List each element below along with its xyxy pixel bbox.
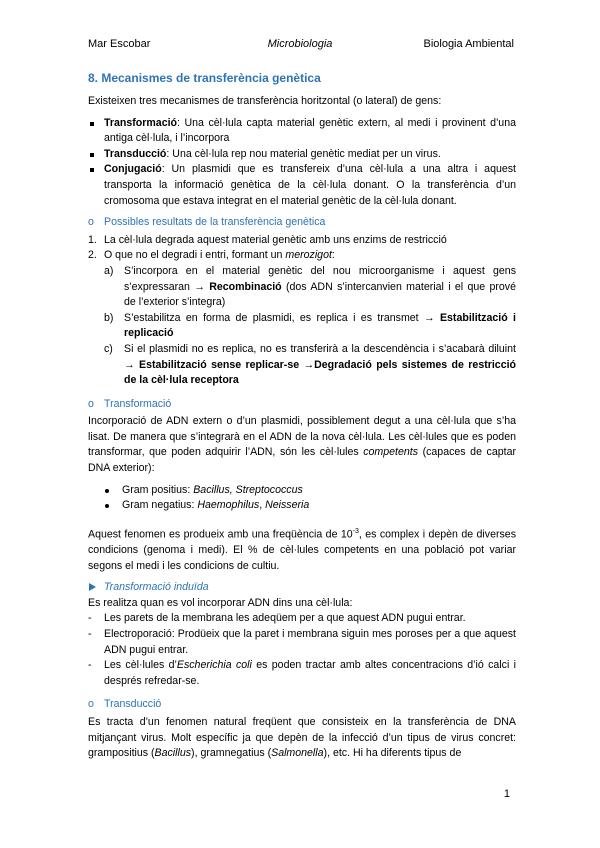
mechanism-item: Transformació: Una cèl·lula capta material genètic extern, al medi i provinent d’una antiga cèl·lula, i l’incorpora xyxy=(88,116,516,147)
section-title: 8. Mecanismes de transferència genètica xyxy=(88,71,321,85)
gram-negative-item: Gram negatius: Haemophilus, Neisseria xyxy=(88,498,516,514)
induced-item: - Electroporació: Prodüeix que la paret i membrana siguin mes poroses per a que aquest ADN pugui entrar. xyxy=(88,627,516,656)
page-number: 1 xyxy=(503,788,510,800)
results-heading: o Possibles resultats de la transferència genètica xyxy=(88,216,326,229)
induced-item: - Les cèl·lules d’Escherichia coli es poden tractar amb altes concentracions d’ió calci i després refredar-se. xyxy=(88,659,516,687)
result-subitem-a: a) S’incorpora en el material genètic del nou microorganisme i aquest gens s’expressaran → Recombinació (dos ADN s’intercanvien material i el que prové de l’exterior s’integra) xyxy=(104,264,516,309)
induced-intro: Es realitza quan es vol incorporar ADN dins una cèl·lula: xyxy=(88,596,353,609)
induced-heading: Transformació induïda xyxy=(88,580,516,596)
frequency-paragraph: Aquest fenomen es produeix amb una freqüència de $10^{-3}$, es complex i depèn de diverses condicions (genoma i medi). El % de cèl·lules competents en una població pot variar segons el medi i les condicions de cultiu. xyxy=(88,527,516,572)
header-course: Biologia Ambiental xyxy=(423,38,514,50)
header-author: Mar Escobar xyxy=(88,38,151,50)
result-subitem-b: b) S’estabilitza en forma de plasmidi, es replica i es transmet → Estabilització i replicació xyxy=(104,311,516,340)
transformation-paragraph: Incorporació de ADN extern o d’un plasmidi, possiblement degut a una cèl·lula que s’ha lisat. De manera que s’integrarà en el ADN de la nova cèl·lula. Les cèl·lules que es poden transformar, que poden adquirir l’ADN, són les cèl·lules competents (capaces de captar DNA exterior): xyxy=(88,415,516,475)
induced-item: - Les parets de la membrana les adeqüem per a que aquest ADN pugui entrar. xyxy=(88,612,466,625)
document-body xyxy=(88,70,516,762)
mechanisms-list xyxy=(88,116,516,210)
transduction-paragraph: Es tracta d’un fenomen natural freqüent que consisteix en la transferència de DNA mitjançant virus. Molt específic ja que depèn de la infecció d’un tipus de virus concret: grampositius (Bacillus), gramnegatius (Salmonella), etc. Hi ha diferents tipus de xyxy=(88,715,516,760)
gram-list xyxy=(88,483,516,514)
result-item-1: 1. La cèl·lula degrada aquest material genètic amb uns enzims de restricció xyxy=(88,233,447,246)
mechanism-item: Transducció: Una cèl·lula rep nou material genètic mediat per un virus. xyxy=(88,147,516,163)
arrow-bullet-icon xyxy=(89,583,96,591)
header-subject: Microbiologia xyxy=(267,38,333,50)
result-item-2: 2. O que no el degradi i entri, formant un merozigot: xyxy=(88,249,335,262)
result-subitem-c: c) Si el plasmidi no es replica, no es transferirà a la descendència i s’acabarà diluint → Estabilització sense replicar-se →Degradació pels sistemes de restricció de la cèl·lula receptora xyxy=(104,342,517,387)
mechanism-item: Conjugació: Un plasmidi que es transfereix d’una cèl·lula a una altra i aquest transporta la informació genètica de la cèl·lula donant. O la transferència d’un cromosoma que estava integrat en el material genètic de la cèl·lula donant. xyxy=(88,162,516,209)
intro-paragraph: Existeixen tres mecanismes de transferència horitzontal (o lateral) de gens: xyxy=(88,95,442,107)
transformation-heading: o Transformació xyxy=(88,397,172,410)
gram-positive-item: Gram positius: Bacillus, Streptococcus xyxy=(88,483,516,499)
transduction-heading: o Transducció xyxy=(88,698,162,711)
